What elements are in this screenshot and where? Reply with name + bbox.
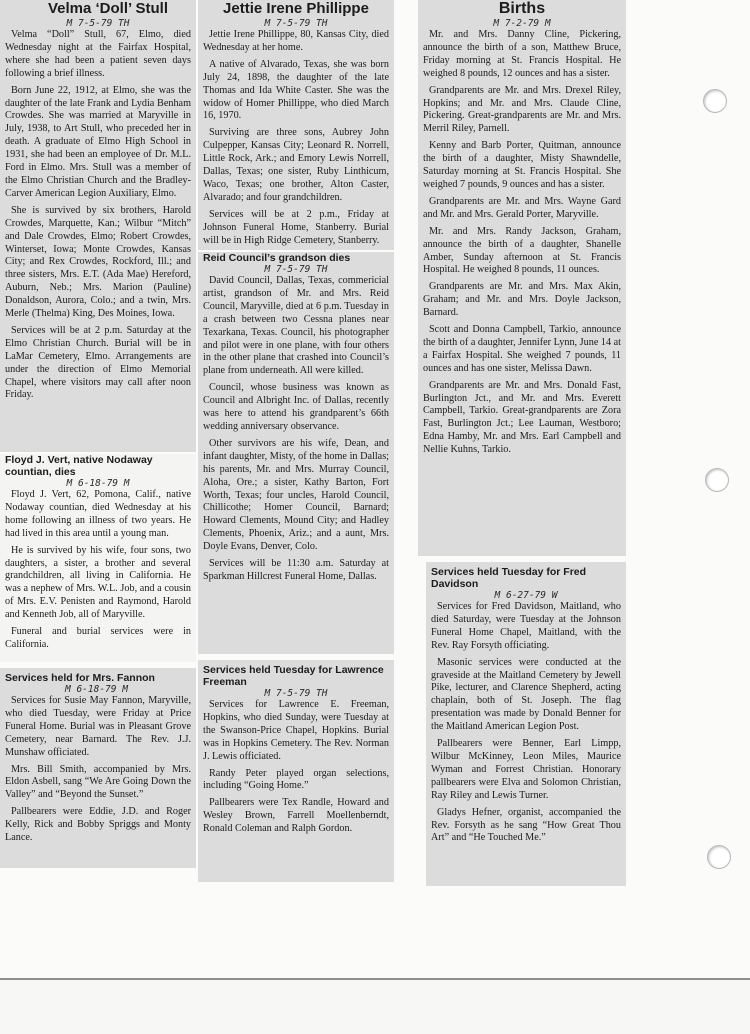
clipping-council — [198, 252, 394, 654]
handwritten-date: M 7-5-79 TH — [66, 18, 130, 29]
clipping-fannon — [0, 668, 196, 868]
paragraph: Services will be at 2 p.m. Saturday at the Elmo Christian Church. Burial will be in LaMar Cemetery, Elmo. Arrangements are under the direction of Elmo Memorial Chapel, where visitors may call after noon Friday. — [5, 324, 191, 401]
punch-hole-icon — [703, 89, 727, 113]
paragraph: Services for Susie May Fannon, Maryville, who died Tuesday, were Friday at Price Funeral Home. Burial was in Pleasant Grove Cemetery, near Barnard. The Rev. J.J. Munshaw officiated. — [5, 695, 191, 758]
punch-hole-icon — [705, 468, 729, 492]
paragraph: Mr. and Mrs. Randy Jackson, Graham, announce the birth of a daughter, Shanelle Amber, Sunday afternoon at St. Francis Hospital. He weighed 8 pounds, 11 ounces. — [423, 225, 621, 276]
paragraph: Mr. and Mrs. Danny Cline, Pickering, announce the birth of a son, Matthew Bruce, Friday morning at St. Francis Hospital. He weighed 8 pounds, 12 ounces and has a sister. — [423, 29, 621, 79]
paragraph: A native of Alvarado, Texas, she was born July 24, 1898, the daughter of the late Thomas and Ida White Caster. She was the widow of Homer Phillippe, who died March 16, 1970. — [203, 58, 389, 122]
paragraph: She is survived by six brothers, Harold Crowdes, Marquette, Kan.; Wilbur “Mitch” and Dale Crowdes, Elmo; Robert Crowdes, Winterset, Iowa; Monte Crowdes, Kansas City; and Rex Crowdes, Rockford, Ill.; and three sisters, Mrs. E.T. (Ada Mae) Hereford, Auburn, Neb.; Mrs. Marion (Pauline) Donaldson, Aurora, Colo.; and a twin, Mrs. Merle (Thelma) King, Des Moines, Iowa. — [5, 204, 191, 320]
handwritten-date: M 7-2-79 M — [493, 18, 551, 29]
paragraph: Grandparents are Mr. and Mrs. Wayne Gard and Mr. and Mrs. Gerald Porter, Maryville. — [423, 195, 621, 220]
clipping-phillippe — [198, 0, 394, 250]
handwritten-date: M 7-5-79 TH — [264, 688, 328, 699]
paragraph: Born June 22, 1912, at Elmo, she was the daughter of the late Frank and Lydia Benham Crowdes. She was married at Maryville in July, 1938, to Art Stull, who preceded her in death. A graduate of Elmo High School in 1931, she had been an employee of Dr. M.L. Ford in Elmo. Mrs. Stull was a member of the Elmo Christian Church and the Bradley-Carver American Legion Auxiliary, Elmo. — [5, 84, 191, 199]
headline: Services held for Mrs. Fannon — [5, 672, 155, 684]
paragraph: Services for Fred Davidson, Maitland, who died Saturday, were Tuesday at the Johnson Funeral Home Chapel, Maitland, with the Rev. Ray Forsyth officiating. — [431, 601, 621, 651]
punch-hole-icon — [707, 845, 731, 869]
paragraph: David Council, Dallas, Texas, commericial artist, grandson of Mr. and Mrs. Reid Council, Maryville, died at 6 p.m. Tuesday in a crash between two Cessna planes near Texarkana, Texas. Council, his photographer and pilot were in one plane, with four others in the other plane that crashed into Council’s plane from underneath. All were killed. — [203, 275, 389, 377]
headline: Floyd J. Vert, native Nodaway countian, dies — [5, 454, 153, 478]
headline: Births — [498, 0, 546, 17]
paragraph: Masonic services were conducted at the graveside at the Maitland Cemetery by Jewell Pike, lecturer, and Clarence Shepherd, acting chaplain, both of St. Joseph. The flag presentation was made by Donald Benner for the Maitland American Legion Post. — [431, 656, 621, 733]
page-edge — [0, 978, 750, 980]
clipping-davidson — [426, 562, 626, 886]
paragraph: Grandparents are Mr. and Mrs. Max Akin, Graham; and Mr. and Mrs. Doyle Jackson, Barnard. — [423, 281, 621, 319]
paragraph: Floyd J. Vert, 62, Pomona, Calif., native Nodaway countian, died Wednesday at his home following an illness of two years. He had lived in this area until a young man. — [5, 489, 191, 539]
paragraph: Velma “Doll” Stull, 67, Elmo, died Wednesday night at the Fairfax Hospital, where she had been a patient seven days following a brief illness. — [5, 29, 191, 79]
handwritten-date: M 7-5-79 TH — [264, 264, 328, 275]
paragraph: Pallbearers were Tex Randle, Howard and Wesley Brown, Farrell Moellenberndt, Ronald Coleman and Ralph Gordon. — [203, 797, 389, 835]
clipping-stull — [0, 0, 196, 452]
handwritten-date: M 6-18-79 M — [66, 478, 130, 489]
paragraph: Services will be 11:30 a.m. Saturday at Sparkman Hillcrest Funeral Home, Dallas. — [203, 558, 389, 582]
paragraph: Grandparents are Mr. and Mrs. Drexel Riley, Hopkins; and Mr. and Mrs. Claude Cline, Pickering. Great-grandparents are Mr. and Mrs. Merril Riley, Parnell. — [423, 84, 621, 135]
headline: Services held Tuesday for Lawrence Freeman — [203, 664, 384, 688]
clipping-vert — [0, 454, 196, 662]
paragraph: Kenny and Barb Porter, Quitman, announce the birth of a daughter, Misty Shawndelle, Saturday morning at St. Francis Hospital. She weighed 7 pounds, 9 ounces and has a sister. — [423, 140, 621, 190]
handwritten-date: M 6-27-79 W — [494, 590, 558, 601]
headline: Reid Council’s grandson dies — [203, 252, 351, 264]
paragraph: Gladys Hefner, organist, accompanied the Rev. Forsyth as he sang “How Great Thou Art” and “He Touched Me.” — [431, 806, 621, 844]
paragraph: Pallbearers were Benner, Earl Limpp, Wilbur McKinney, Leon Miles, Maurice Wyman and Forrest Christian. Honorary pallbearers were Elva and Solomon Christian, Ray Riley and Lewis Turner. — [431, 738, 621, 801]
paragraph: Scott and Donna Campbell, Tarkio, announce the birth of a daughter, Jennifer Lynn, June 14 at a Fairfax Hospital. She weighed 7 pounds, 11 ounces and has one sister, Melissa Dawn. — [423, 324, 621, 374]
paragraph: Surviving are three sons, Aubrey John Culpepper, Kansas City; Leonard R. Norrell, Little Rock, Ark.; and Emory Lewis Norrell, Dallas, Texas; one sister, Ruby Linthicum, Waco, Texas; one brother, Alton Caster, Alvarado; and four grandchildren. — [203, 127, 389, 203]
paragraph: Mrs. Bill Smith, accompanied by Mrs. Eldon Asbell, sang “We Are Going Down the Valley” and “Beyond the Sunset.” — [5, 763, 191, 801]
paragraph: Funeral and burial services were in California. — [5, 626, 191, 650]
clipping-births — [418, 0, 626, 556]
paragraph: Other survivors are his wife, Dean, and infant daughter, Misty, of the home in Dallas; his parents, Mr. and Mrs. Murray Council, Aloha, Ore.; a sister, Kathy Barton, Fort Worth, Texas; four uncles, Harold Council, Chillicothe; Homer Council, Barnard; Howard Clements, Mound City; and Hadley Clements, Phoenix, Ariz.; and a aunt, Mrs. Doyle Evans, Denver, Colo. — [203, 437, 389, 553]
paragraph: Jettie Irene Phillippe, 80, Kansas City, died Wednesday at her home. — [203, 29, 389, 53]
paragraph: Randy Peter played organ selections, including “Going Home.” — [203, 767, 389, 792]
paragraph: Services will be at 2 p.m., Friday at Johnson Funeral Home, Stanberry. Burial will be in High Ridge Cemetery, Stanberry. — [203, 208, 389, 246]
handwritten-date: M 7-5-79 TH — [264, 18, 328, 29]
paragraph: Council, whose business was known as Council and Albright Inc. of Dallas, recently was here to attend his grandparent’s 66th wedding anniversary observance. — [203, 382, 389, 432]
paragraph: Services for Lawrence E. Freeman, Hopkins, who died Sunday, were Tuesday at the Swanson-Price Chapel, Hopkins. Burial was in Hopkins Cemetery. The Rev. Norman J. Lewis officiated. — [203, 699, 389, 762]
handwritten-date: M 6-18-79 M — [65, 684, 128, 695]
headline: Services held Tuesday for Fred Davidson — [431, 566, 587, 590]
headline: Jettie Irene Phillippe — [223, 0, 369, 17]
headline: Velma ‘Doll’ Stull — [47, 0, 169, 17]
clipping-freeman — [198, 660, 394, 882]
paragraph: He is survived by his wife, four sons, two daughters, a sister, a brother and several grandchildren, all living in California. He was a nephew of Mrs. W.L. Job, and a cousin of Mrs. E.V. Penisten and Raymond, Harold and Kenneth Job, all of Maryville. — [5, 544, 191, 621]
paragraph: Grandparents are Mr. and Mrs. Donald Fast, Burlington Jct., and Mr. and Mrs. Everett Campbell, Tarkio. Great-grandparents are Zora Fast, Burlington Jct.; Lee Lauman, Westboro; Edna Hamby, Mr. and Mrs. Earl Campbell and Nellie Kuhns, Tarkio. — [423, 379, 621, 456]
paragraph: Pallbearers were Eddie, J.D. and Roger Kelly, Rick and Bobby Spriggs and Monty Lance. — [5, 806, 191, 844]
